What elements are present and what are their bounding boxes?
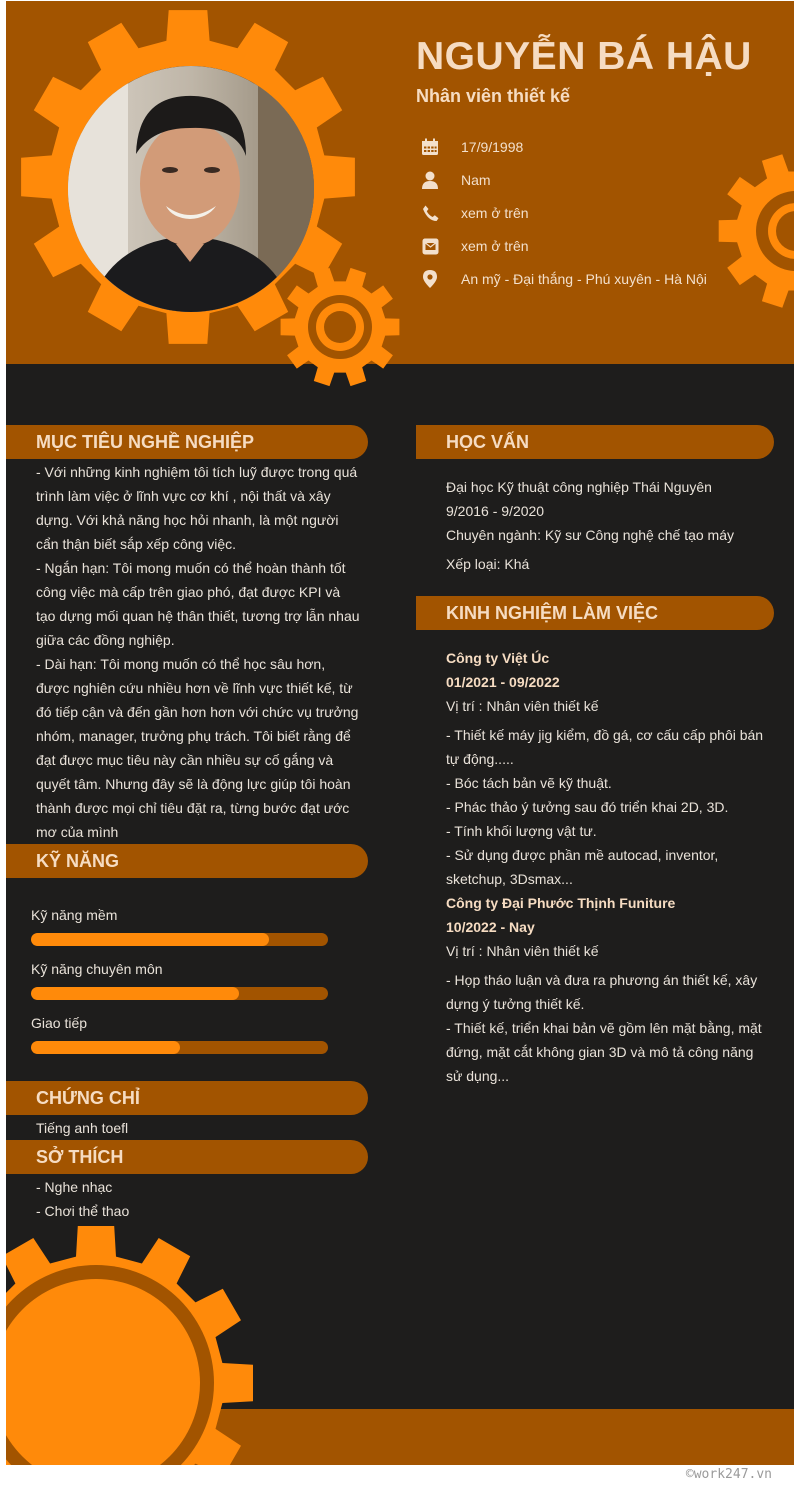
objective-heading-text: MỤC TIÊU NGHỀ NGHIỆP xyxy=(36,431,255,452)
contact-phone xyxy=(420,202,529,224)
skills-heading-text: KỸ NĂNG xyxy=(36,850,120,871)
education-heading-text: HỌC VẤN xyxy=(446,431,530,452)
job-entry xyxy=(446,891,764,1088)
education-grade: Xếp loại: Khá xyxy=(446,556,530,572)
education-school: Đại học Kỹ thuật công nghiệp Thái Nguyên xyxy=(446,479,712,495)
resume-page xyxy=(6,1,794,1465)
certificates-heading xyxy=(6,1081,368,1115)
location-icon xyxy=(420,269,440,289)
objective-paragraph: - Với những kinh nghiệm tôi tích luỹ được trong quá trình làm việc ở lĩnh vực cơ khí , nội thất và xây dựng. Với khả năng học hỏi nhanh, là một người cẩn thận biết sắp xếp công việc. xyxy=(36,464,358,552)
objective-paragraph: - Dài hạn: Tôi mong muốn có thể học sâu hơn, được nghiên cứu nhiều hơn về lĩnh vực thiết kế, từ đó tiếp cận và đến gần hơn hơn với chức vụ trưởng nhóm, manager, trưởng phụ trách. Tôi biết rằng để đạt được mục tiêu này cần nhiều sự cố gắng và quyết tâm. Nhưng đây sẽ là động lực giúp tôi hoàn thành được mọi chỉ tiêu đặt ra, từng bước đạt ước mơ của mình xyxy=(36,656,359,840)
hobby-item: - Chơi thể thao xyxy=(36,1203,130,1219)
skill-bar xyxy=(31,1041,328,1054)
job-task: - Thiết kế máy jig kiểm, đồ gá, cơ cấu cấp phôi bán tự động..... xyxy=(446,727,764,767)
contact-birthdate xyxy=(420,136,523,158)
skill-label: Giao tiếp xyxy=(31,1015,88,1031)
education-period: 9/2016 - 9/2020 xyxy=(446,503,545,519)
hobbies-heading xyxy=(6,1140,368,1174)
objective-text xyxy=(36,460,361,844)
objective-paragraph: - Ngắn hạn: Tôi mong muốn có thể hoàn thành tốt công việc mà cấp trên giao phó, đạt được KPI và tạo dựng mối quan hệ thân thiết, tương trợ lẫn nhau giữa các đồng nghiệp. xyxy=(36,560,360,648)
skill-bar xyxy=(31,987,328,1000)
job-task: - Tính khối lượng vật tư. xyxy=(446,823,597,839)
person-avatar-icon xyxy=(68,66,314,312)
small-gear-decoration xyxy=(278,265,402,389)
skill-bar-fill xyxy=(31,987,239,1000)
candidate-job-title: Nhân viên thiết kế xyxy=(416,86,571,106)
skill-label: Kỹ năng mềm xyxy=(31,907,118,923)
job-period: 01/2021 - 09/2022 xyxy=(446,674,560,690)
hobbies-list xyxy=(36,1175,356,1223)
contact-gender xyxy=(420,169,491,191)
address-text: An mỹ - Đại thắng - Phú xuyên - Hà Nội xyxy=(461,271,707,287)
education-heading xyxy=(416,425,774,459)
skills-heading xyxy=(6,844,368,878)
job-company: Công ty Việt Úc xyxy=(446,650,550,666)
skill-bar-fill xyxy=(31,1041,180,1054)
email-text: xem ở trên xyxy=(461,238,529,254)
certificates-heading-text: CHỨNG CHỈ xyxy=(36,1087,140,1108)
education-major: Chuyên ngành: Kỹ sư Công nghệ chế tạo máy xyxy=(446,527,734,543)
job-task: - Sử dụng được phần mề autocad, inventor, sketchup, 3Dsmax... xyxy=(446,847,719,887)
job-company: Công ty Đại Phước Thịnh Funiture xyxy=(446,895,676,911)
job-entry xyxy=(446,646,764,891)
certificates-list xyxy=(36,1116,356,1140)
hobbies-heading-text: SỞ THÍCH xyxy=(36,1146,124,1167)
education-block xyxy=(446,475,766,576)
watermark: ©work247.vn xyxy=(685,1467,772,1482)
user-icon xyxy=(420,170,440,190)
job-task: - Họp tháo luận và đưa ra phương án thiết kế, xây dựng ý tưởng thiết kế. xyxy=(446,972,758,1012)
job-task: - Thiết kế, triển khai bản vẽ gồm lên mặt bằng, mặt đứng, mặt cắt không gian 3D và mô tả công năng sử dụng... xyxy=(446,1020,762,1084)
phone-text: xem ở trên xyxy=(461,205,529,221)
job-task: - Phác thảo ý tưởng sau đó triển khai 2D, 3D. xyxy=(446,799,729,815)
phone-icon xyxy=(420,203,440,223)
hobby-item: - Nghe nhạc xyxy=(36,1179,113,1195)
experience-heading-text: KINH NGHIỆM LÀM VIỆC xyxy=(446,602,659,623)
job-role: Vị trí : Nhân viên thiết kế xyxy=(446,698,599,714)
job-period: 10/2022 - Nay xyxy=(446,919,535,935)
contact-email xyxy=(420,235,529,257)
job-role: Vị trí : Nhân viên thiết kế xyxy=(446,943,599,959)
candidate-name: NGUYỄN BÁ HẬU xyxy=(416,35,752,78)
edge-gear-decoration xyxy=(716,151,794,311)
experience-heading xyxy=(416,596,774,630)
job-task: - Bóc tách bản vẽ kỹ thuật. xyxy=(446,775,612,791)
birthdate-text: 17/9/1998 xyxy=(461,139,524,155)
skill-label: Kỹ năng chuyên môn xyxy=(31,961,163,977)
bottom-gear-decoration xyxy=(6,1223,256,1465)
skill-bar-fill xyxy=(31,933,269,946)
objective-heading xyxy=(6,425,368,459)
email-icon xyxy=(420,236,440,256)
contact-address xyxy=(420,268,707,290)
calendar-icon xyxy=(420,137,440,157)
certificate-item: Tiếng anh toefl xyxy=(36,1120,129,1136)
profile-photo xyxy=(66,64,316,314)
skill-bar xyxy=(31,933,328,946)
gender-text: Nam xyxy=(461,172,491,188)
